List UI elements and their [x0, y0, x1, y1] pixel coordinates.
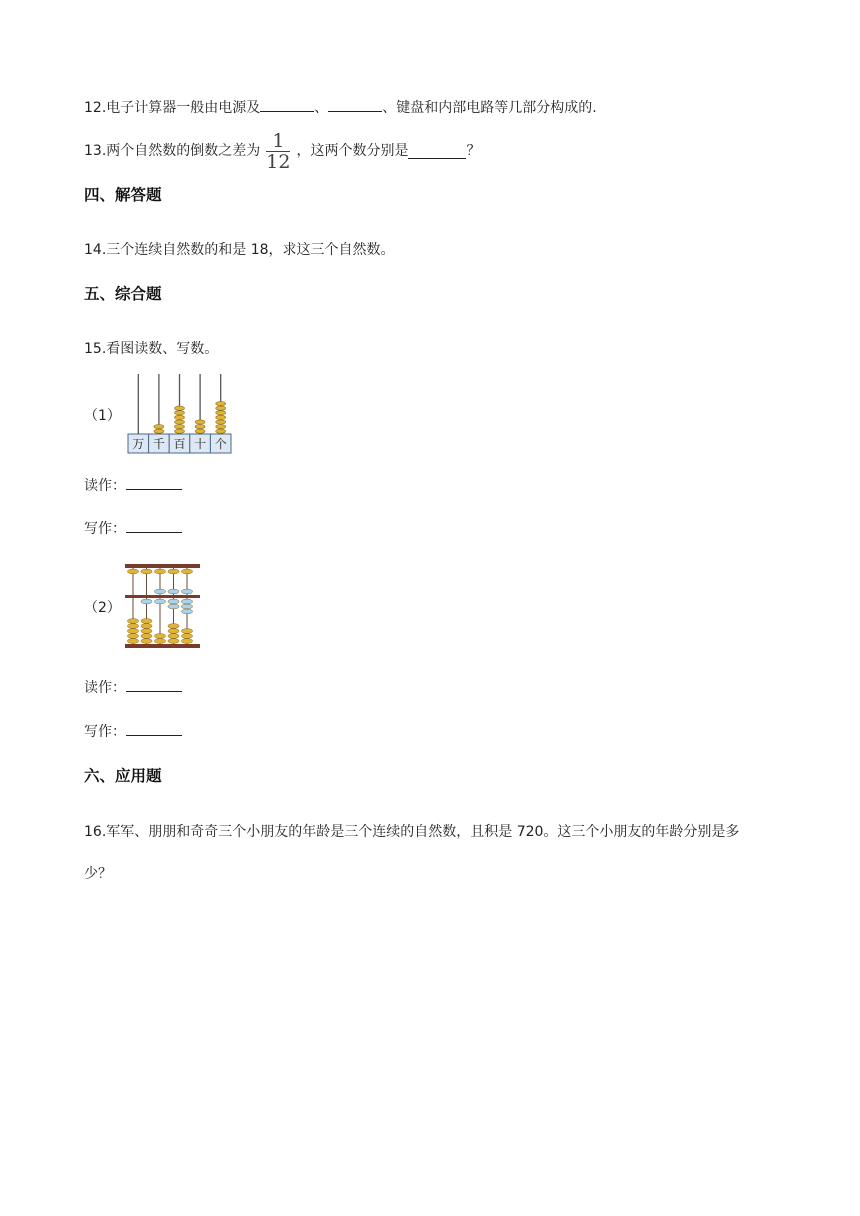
- section-heading: 四、解答题: [84, 186, 162, 204]
- read-label: 读作：: [84, 478, 126, 494]
- abacus-bead: [181, 639, 192, 644]
- abacus-bead: [141, 569, 152, 574]
- abacus-bead: [154, 599, 165, 604]
- answer-blank[interactable]: [126, 721, 182, 736]
- write-label: 写作：: [84, 724, 126, 740]
- question-12: [84, 97, 597, 118]
- abacus-bead: [168, 589, 179, 594]
- question-13: [84, 130, 480, 172]
- abacus-bead: [181, 634, 192, 639]
- q12-text-a: 12.电子计算器一般由电源及: [84, 100, 261, 116]
- place-value-label: 十: [194, 437, 207, 451]
- abacus-frame-bottom: [125, 644, 200, 648]
- abacus-bead: [175, 415, 185, 419]
- answer-blank[interactable]: [126, 518, 182, 533]
- section-heading: 六、应用题: [84, 767, 162, 785]
- abacus-bead: [168, 599, 179, 604]
- abacus-bead: [141, 599, 152, 604]
- abacus-bead: [127, 619, 138, 624]
- abacus-bead: [195, 429, 205, 433]
- abacus-bead: [168, 639, 179, 644]
- abacus-beam: [125, 595, 200, 598]
- abacus-bead: [175, 411, 185, 415]
- abacus-bead: [195, 425, 205, 429]
- abacus-bead: [175, 406, 185, 410]
- abacus-bead: [181, 569, 192, 574]
- abacus-bead: [181, 629, 192, 634]
- section-heading: 五、综合题: [84, 285, 162, 303]
- abacus-bead: [181, 589, 192, 594]
- abacus-bead: [195, 420, 205, 424]
- abacus-frame-top: [125, 564, 200, 568]
- part-1-label: （1）: [84, 408, 121, 424]
- fraction: [266, 131, 290, 172]
- place-value-label: 万: [132, 437, 145, 451]
- fraction-denominator: 12: [266, 150, 291, 173]
- write-label: 写作：: [84, 521, 126, 537]
- abacus-bead: [154, 634, 165, 639]
- abacus-bead: [127, 629, 138, 634]
- abacus-bead: [181, 599, 192, 604]
- abacus-bead: [216, 420, 226, 424]
- read-label: 读作：: [84, 680, 126, 696]
- answer-blank[interactable]: [260, 97, 314, 112]
- abacus-bead: [216, 429, 226, 433]
- abacus-2: [125, 564, 205, 648]
- fraction-numerator: 1: [272, 129, 285, 152]
- abacus-bead: [141, 624, 152, 629]
- abacus-bead: [141, 619, 152, 624]
- abacus-bead: [141, 629, 152, 634]
- q13-text-a: 13.两个自然数的倒数之差为: [84, 143, 261, 159]
- read-answer-1: [84, 475, 182, 496]
- abacus-bead: [127, 634, 138, 639]
- abacus-bead: [216, 406, 226, 410]
- place-value-label: 千: [152, 437, 165, 451]
- question-15: 15.看图读数、写数。: [84, 341, 219, 357]
- read-answer-2: [84, 677, 182, 698]
- abacus-bead: [154, 425, 164, 429]
- abacus-bead: [216, 425, 226, 429]
- abacus-beads: [125, 564, 200, 648]
- abacus-bead: [216, 411, 226, 415]
- abacus-bead: [175, 429, 185, 433]
- abacus-bead: [168, 634, 179, 639]
- abacus-bead: [141, 639, 152, 644]
- place-value-label: 个: [214, 437, 227, 451]
- abacus-beads: [154, 402, 226, 434]
- place-value-label: 百: [173, 437, 186, 451]
- part-2-label: （2）: [84, 600, 121, 616]
- abacus-bead: [175, 425, 185, 429]
- abacus-bead: [216, 415, 226, 419]
- q12-sep: 、: [314, 100, 329, 116]
- abacus-bead: [127, 569, 138, 574]
- abacus-bead: [216, 402, 226, 406]
- question-14: 14.三个连续自然数的和是 18，求这三个自然数。: [84, 242, 395, 258]
- answer-blank[interactable]: [408, 144, 466, 159]
- abacus-bead: [168, 624, 179, 629]
- question-16-line-1: 16.军军、朋朋和奇奇三个小朋友的年龄是三个连续的自然数，且积是 720。这三个小朋友的年龄分别是多: [84, 824, 740, 840]
- abacus-bead: [154, 639, 165, 644]
- place-value-labels: [128, 434, 231, 453]
- abacus-bead: [127, 639, 138, 644]
- write-answer-1: [84, 518, 182, 539]
- abacus-bead: [181, 609, 192, 614]
- question-16-line-2: 少？: [84, 866, 112, 882]
- write-answer-2: [84, 721, 182, 742]
- abacus-bead: [168, 569, 179, 574]
- answer-blank[interactable]: [126, 475, 182, 490]
- q12-text-b: 、键盘和内部电路等几部分构成的.: [382, 100, 597, 116]
- q13-text-b: ，这两个数分别是: [296, 143, 409, 159]
- abacus-bead: [141, 634, 152, 639]
- abacus-bead: [168, 604, 179, 609]
- abacus-bead: [175, 420, 185, 424]
- counting-frame-1: [126, 372, 236, 456]
- abacus-bead: [181, 604, 192, 609]
- q13-text-c: ？: [466, 143, 481, 159]
- answer-blank[interactable]: [126, 677, 182, 692]
- abacus-bead: [168, 629, 179, 634]
- abacus-bead: [127, 624, 138, 629]
- abacus-bead: [154, 569, 165, 574]
- abacus-bead: [154, 429, 164, 433]
- answer-blank[interactable]: [328, 97, 382, 112]
- abacus-bead: [154, 589, 165, 594]
